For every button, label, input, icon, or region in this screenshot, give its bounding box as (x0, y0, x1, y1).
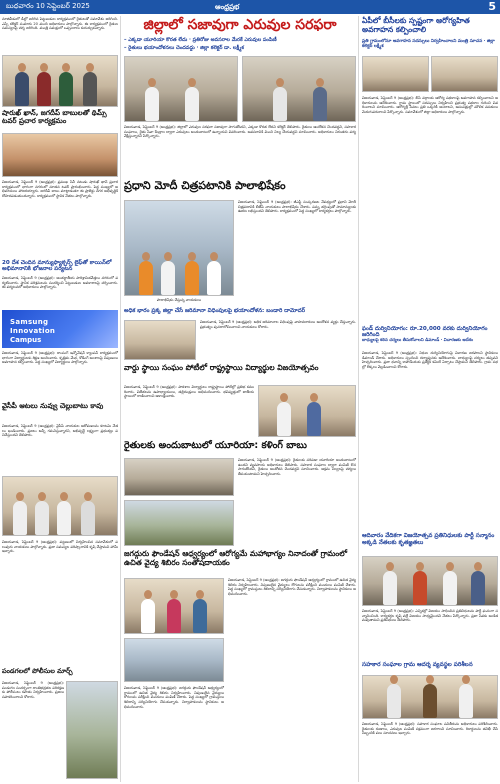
col2-art6-body: విజయవాడ, సెప్టెంబర్ 9 (ఆంధ్రప్రభ): జగద్గురు ఫౌండేషన్ ఆధ్వర్యంలో గ్రామంలో ఉచిత వైద్య శిబిరం నిర్వహించారు. నిపుణులైన వైద్యులు రోగులను పరీక్షించి మందులు పంపిణీ చేశారు. పెద్ద సంఖ్యలో గ్రామస్తులు శిబిరాన్ని సద్వినియోగం చేసుకున్నారు. నిర్వాహకులను స్థానికులు అభినందించారు. (228, 578, 356, 597)
column-rule-left (120, 16, 121, 782)
paper-name: ఆంధ్రప్రభ (215, 2, 240, 11)
col2-photo-fertilizer-2 (242, 56, 356, 122)
col1-photo-police (66, 681, 118, 779)
col2-art4-body: విజయవాడ, సెప్టెంబర్ 9 (ఆంధ్రప్రభ): పాఠశాల విద్యార్థులు రాష్ట్రస్థాయి పోటీల్లో ప్రతిభ కనబరిచారు. విజేతలను ఉపాధ్యాయులు, తల్లిదండ్రులు అభినందించారు. భవిష్యత్తులో జాతీయ స్థాయిలో రాణించాలని ఆకాంక్షించారు. (124, 385, 254, 399)
col2-art1-body: విజయవాడ, సెప్టెంబర్ 9 (ఆంధ్రప్రభ): జిల్లాలో ఎరువుల సరఫరా సజావుగా సాగుతోందని, ఎక్కడా కొరత లేదని కలెక్టర్ తెలిపారు. రైతులు ఆందోళన చెందవద్దని, సహకార సంఘాలు, రైతు సేవా కేంద్రాల ద్వారా ఎరువులు అందుబాటులో ఉన్నాయని వివరించారు. అవసరానికి మించి నిల్వ చేయవద్దని సూచించారు. అధికారులు నిరంతరం పర్యవేక్షిస్తున్నారని పేర్కొన్నారు. (124, 125, 356, 139)
samsung-line3: Campus (10, 336, 42, 344)
col1-art1-body: విజయవాడ, సెప్టెంబర్ 9 (ఆంధ్రప్రభ): ప్రముఖ సినీ నటుడు షారుఖ్ ఖాన్ ప్రచార కార్యక్రమంలో భాగంగా నగరంలో నూతన టవర్ ప్రారంభించారు. పెద్ద సంఖ్యలో అభిమానులు హాజరయ్యారు. జగదీప్ బాబు మాట్లాడుతూ ఈ ప్రాజెక్టు నగర అభివృద్ధికి దోహదపడుతుందన్నారు. కార్యక్రమంలో స్థానిక నేతలు పాల్గొన్నారు. (2, 180, 118, 199)
col1-photo-meeting (2, 55, 118, 107)
col2-photo-milk-abhishekam (124, 200, 234, 296)
col1-art4-body: విజయవాడ, సెప్టెంబర్ 9 (ఆంధ్రప్రభ): వైసీపీ నాయకుల ఆరోపణలను కూటమి నేతలు ఖండించారు. ప్రజలు అన్నీ గమనిస్తున్నారని, అభివృద్ధే లక్ష్యంగా ప్రభుత్వం పనిచేస్తుందని తెలిపారు. (2, 424, 118, 438)
col3-art3-body: విజయవాడ, సెప్టెంబర్ 9 (ఆంధ్రప్రభ): ఎన్నికల్లో విజయం సాధించిన ప్రతినిధులను పార్టీ ఘనంగా సన్మానించింది. కార్యకర్తల కృషి వల్లే విజయం సాధ్యమైందని నేతలు పేర్కొన్నారు. ప్రజా సేవకు అంకితమవుతామని ప్రతినిధులు తెలిపారు. (362, 609, 498, 623)
col1-art6-body: విజయవాడ, సెప్టెంబర్ 9 (ఆంధ్రప్రభ): పండుగల సందర్భంగా శాంతిభద్రతల పరిరక్షణకు పోలీసులు కవాతు నిర్వహించారు. ప్రజలు సహకరించాలని కోరారు. (2, 681, 64, 700)
col3-photo-meeting-2 (431, 56, 498, 92)
col2-art5-headline: రైతులకు అందుబాటులో యూరియా: కళింగ్ బాబు (124, 440, 307, 451)
col2-art2-headline: ప్రధాని మోదీ చిత్రపటానికి పాలాభిషేకం (124, 179, 286, 192)
col3-photo-felicitation (362, 556, 498, 606)
col2-photo-camp-crowd (124, 638, 224, 682)
col2-photo-urea (124, 458, 234, 496)
page-number: 5 (488, 0, 496, 13)
col1-top-text: నూజివీడులో డీల్లో జరిగిన పెట్టుబడుల కార్యక్రమంలో రైతులతో సమావేశం జరిగింది. ఎస్పీ కలెక్టర్ సుమారు 20 మంది అధికారులు పాల్గొన్నారు. ఈ కార్యక్రమంలో రైతుల సమస్యలపై చర్చ జరిగింది. మంత్రి సమక్షంలో ఒప్పందాలు కుదుర్చుకున్నారు. (2, 17, 118, 31)
col3-art1-headline: ఏపీలో బీసీలకు స్పష్టంగా ఆరోగ్యహిత అవగాహన కల్పించాలి (362, 16, 470, 34)
col1-photo-leaders (2, 476, 118, 536)
col2-art2-body: విజయవాడ, సెప్టెంబర్ 9 (ఆంధ్రప్రభ): జీఎస్టీ సంస్కరణల నేపథ్యంలో ప్రధాని మోదీ చిత్రపటానికి బీజేపీ నాయకులు పాలాభిషేకం చేశారు. పన్ను తగ్గింపుతో సామాన్యులకు ఊరట లభిస్తుందని తెలిపారు. కార్యక్రమంలో పెద్ద సంఖ్యలో కార్యకర్తలు పాల్గొన్నారు. (238, 200, 356, 214)
col1-art4-headline: వైసీపీ ఆటలు నువ్వు చెల్లుబాటు కావు (2, 402, 104, 410)
col1-art2-body: విజయవాడ, సెప్టెంబర్ 9 (ఆంధ్రప్రభ): అంతర్జాతీయ పారిశ్రామికవేత్తలు నగరంలో పర్యటించారు. స్థానిక పరిశ్రమలను సందర్శించి పెట్టుబడుల అవకాశాలపై చర్చించారు. ఈ పర్యటనలో అధికారులు పాల్గొన్నారు. (2, 276, 118, 290)
col1-art5-body: విజయవాడ, సెప్టెంబర్ 9 (ఆంధ్రప్రభ): పట్టణంలో నిర్వహించిన సమావేశంలో పలువురు నాయకులు పాల్గొన్నారు. ప్రజా సమస్యల పరిష్కారానికి కృషి చేస్తామని హామీ ఇచ్చారు. (2, 540, 118, 554)
issue-date: బుధవారం 10 సెప్టెంబర్ 2025 (6, 2, 90, 10)
samsung-line2: Innovation (10, 327, 56, 335)
col2-photo-farmers (124, 500, 234, 546)
col3-art2-body: విజయవాడ, సెప్టెంబర్ 9 (ఆంధ్రప్రభ): నిధుల దుర్వినియోగంపై విచారణ జరపాలని స్థానికులు డిమాండ్ చేశారు. అధికారులు స్పందించి దర్యాప్తునకు ఆదేశించారు. బాధ్యులపై చర్యలు తప్పవని హెచ్చరించారు. ప్రజా ధనాన్ని కాపాడేందుకు ప్రత్యేక కమిటీ ఏర్పాటు చేస్తామని తెలిపారు. గ్రామ సభల్లో లెక్కలు వెల్లడించాలని కోరారు. (362, 351, 498, 370)
col3-art1-body: విజయవాడ, సెప్టెంబర్ 9 (ఆంధ్రప్రభ): బీసీ వర్గాలకు ఆరోగ్య పథకాలపై అవగాహన కల్పించాలని అధికారులను ఆదేశించారు. గ్రామ స్థాయిలో సదస్సులు నిర్వహించి ప్రభుత్వ పథకాల గురించి వివరించాలని సూచించారు. ఆరోగ్యశ్రీ సేవలు ప్రతి ఒక్కరికీ అందాలని, ఆసుపత్రుల్లో మౌలిక వసతులు మెరుగుపరచాలని పేర్కొన్నారు. సమావేశంలో జిల్లా అధికారులు పాల్గొన్నారు. (362, 96, 498, 115)
col2-photo-medical-camp (124, 578, 224, 634)
col1-art6-headline: పండగలలో పోలీసుల మార్చ్ (2, 667, 73, 675)
col2-art4-headline: వార్డు స్థాయి సంఘం పోటీలో రాష్ట్రస్థాయి విద్యార్థుల విజయోత్సవం (124, 363, 319, 372)
col2-art2-caption: పాలాభిషేకం చేస్తున్న నాయకులు (156, 298, 202, 302)
masthead-bar (0, 0, 500, 14)
col3-art2-headline: ఫండ్ దుర్వినియోగం: రూ.20,000 వరకు దుర్వినియోగం జరిగింది (362, 326, 488, 339)
column-rule-right (358, 16, 359, 782)
col2-art6-headline: జగద్గురు ఫౌండేషన్ ఆధ్వర్యంలో ఆరోగ్యమే మహాభాగ్యం నినాదంతో గ్రామంలో ఉచిత వైద్య శిబిరం సంతోషదాయకం (124, 549, 348, 567)
col2-art5-body: విజయవాడ, సెప్టెంబర్ 9 (ఆంధ్రప్రభ): రైతులకు సరిపడా యూరియా అందుబాటులో ఉందని వ్యవసాయ అధికారులు తెలిపారు. సహకార సంఘాల ద్వారా పంపిణీ కొనసాగుతోందని, రైతులు ఆందోళన చెందవద్దని సూచించారు. అక్రమ నిల్వలపై చర్యలు తీసుకుంటామని హెచ్చరించారు. (238, 458, 356, 477)
col1-art3-body: విజయవాడ, సెప్టెంబర్ 9 (ఆంధ్రప్రభ): శాంసంగ్ ఇన్నోవేషన్ క్యాంపస్ కార్యక్రమంలో భాగంగా విద్యార్థులకు శిక్షణ అందించారు. కృత్రిమ మేధ, కోడింగ్ అంశాలపై నిపుణులు అవగాహన కల్పించారు. పెద్ద సంఖ్యలో విద్యార్థులు పాల్గొన్నారు. (2, 351, 118, 365)
col3-art1-sub: ప్రతి గ్రామంలోనూ అవగాహన సదస్సులు నిర్వహించాలని మంత్రి సూచన · జిల్లా కలెక్టర్ లక్ష్మీశ (362, 39, 495, 50)
col1-art2-headline: 20 దేశ చెందిన మాన్యుఫ్యాక్చర్స్ లైఫ్‌తో కాయిన్‌లో అభిమానానికి భోజనాల పర్యటన (2, 260, 112, 273)
col3-art4-headline: సహకార సంఘాల గ్రామ ఆదర్శ వ్యవస్థల పరిశీలన (362, 662, 473, 668)
col3-photo-cooperative (362, 675, 498, 719)
col3-photo-meeting-1 (362, 56, 429, 92)
col2-photo-fertilizer-1 (124, 56, 238, 122)
col2-art3-headline: అధిక భారం ప్రక్క జిల్లా చేసే జరిమానా విధింపులపై భయాందోళన: బండారి దామోదర్ (124, 308, 306, 314)
col2-art3-body: విజయవాడ, సెప్టెంబర్ 9 (ఆంధ్రప్రభ): అధిక జరిమానాల విధింపుపై వాహనదారులు ఆందోళన వ్యక్తం చేస్తున్నారు. ప్రభుత్వం పునరాలోచించాలని నాయకులు కోరారు. (200, 320, 356, 329)
samsung-line1: Samsung (10, 318, 49, 326)
col2-photo-memorandum (124, 320, 196, 360)
col2-banner-sub2: – రైతులు భయాందోళనలు చెందవద్దు · జిల్లా కలెక్టర్ డా. లక్ష్మీశ (124, 45, 244, 51)
samsung-innovation-banner (2, 310, 118, 348)
col2-banner-sub1: – ఎక్కడా యూరియా కొరత లేదు · ప్రతిరోజు అవసరాల మేరకే ఎరువుల పంపిణీ (124, 37, 277, 43)
col3-art2-sub: బాధ్యులపై కఠిన చర్యలు తీసుకోవాలని డిమాండ్ · విచారణకు ఆదేశం (362, 337, 474, 342)
col1-art1-headline: షారుఖ్ ఖాన్, జగదీప్ బాబులతో థిమ్స్ టవర్ ప్రచార కార్యక్రమం (2, 109, 107, 126)
col3-art4-body: విజయవాడ, సెప్టెంబర్ 9 (ఆంధ్రప్రభ): సహకార సంఘాల పనితీరును అధికారులు పరిశీలించారు. రైతులకు రుణాలు, ఎరువుల పంపిణీ సక్రమంగా జరగాలని సూచించారు. రికార్డులను తనిఖీ చేసి సిబ్బందికి పలు సూచనలు ఇచ్చారు. (362, 722, 498, 736)
col2-art6-body-cont: విజయవాడ, సెప్టెంబర్ 9 (ఆంధ్రప్రభ): జగద్గురు ఫౌండేషన్ ఆధ్వర్యంలో గ్రామంలో ఉచిత వైద్య శిబిరం నిర్వహించారు. నిపుణులైన వైద్యులు రోగులను పరీక్షించి మందులు పంపిణీ చేశారు. పెద్ద సంఖ్యలో గ్రామస్తులు శిబిరాన్ని సద్వినియోగం చేసుకున్నారు. నిర్వాహకులను స్థానికులు అభినందించారు. (124, 686, 224, 709)
col1-photo-food (2, 133, 118, 177)
col2-photo-students (258, 385, 356, 437)
col3-art3-headline: ఆదివారం వేదికగా విజయోత్సవ ప్రతినిధులకు పార్టీ సన్మానం అక్కడి నేతలకు కృతజ్ఞతలు (362, 533, 495, 546)
col2-banner-headline: జిల్లాలో సజావుగా ఎరువుల సరఫరా (143, 17, 337, 33)
